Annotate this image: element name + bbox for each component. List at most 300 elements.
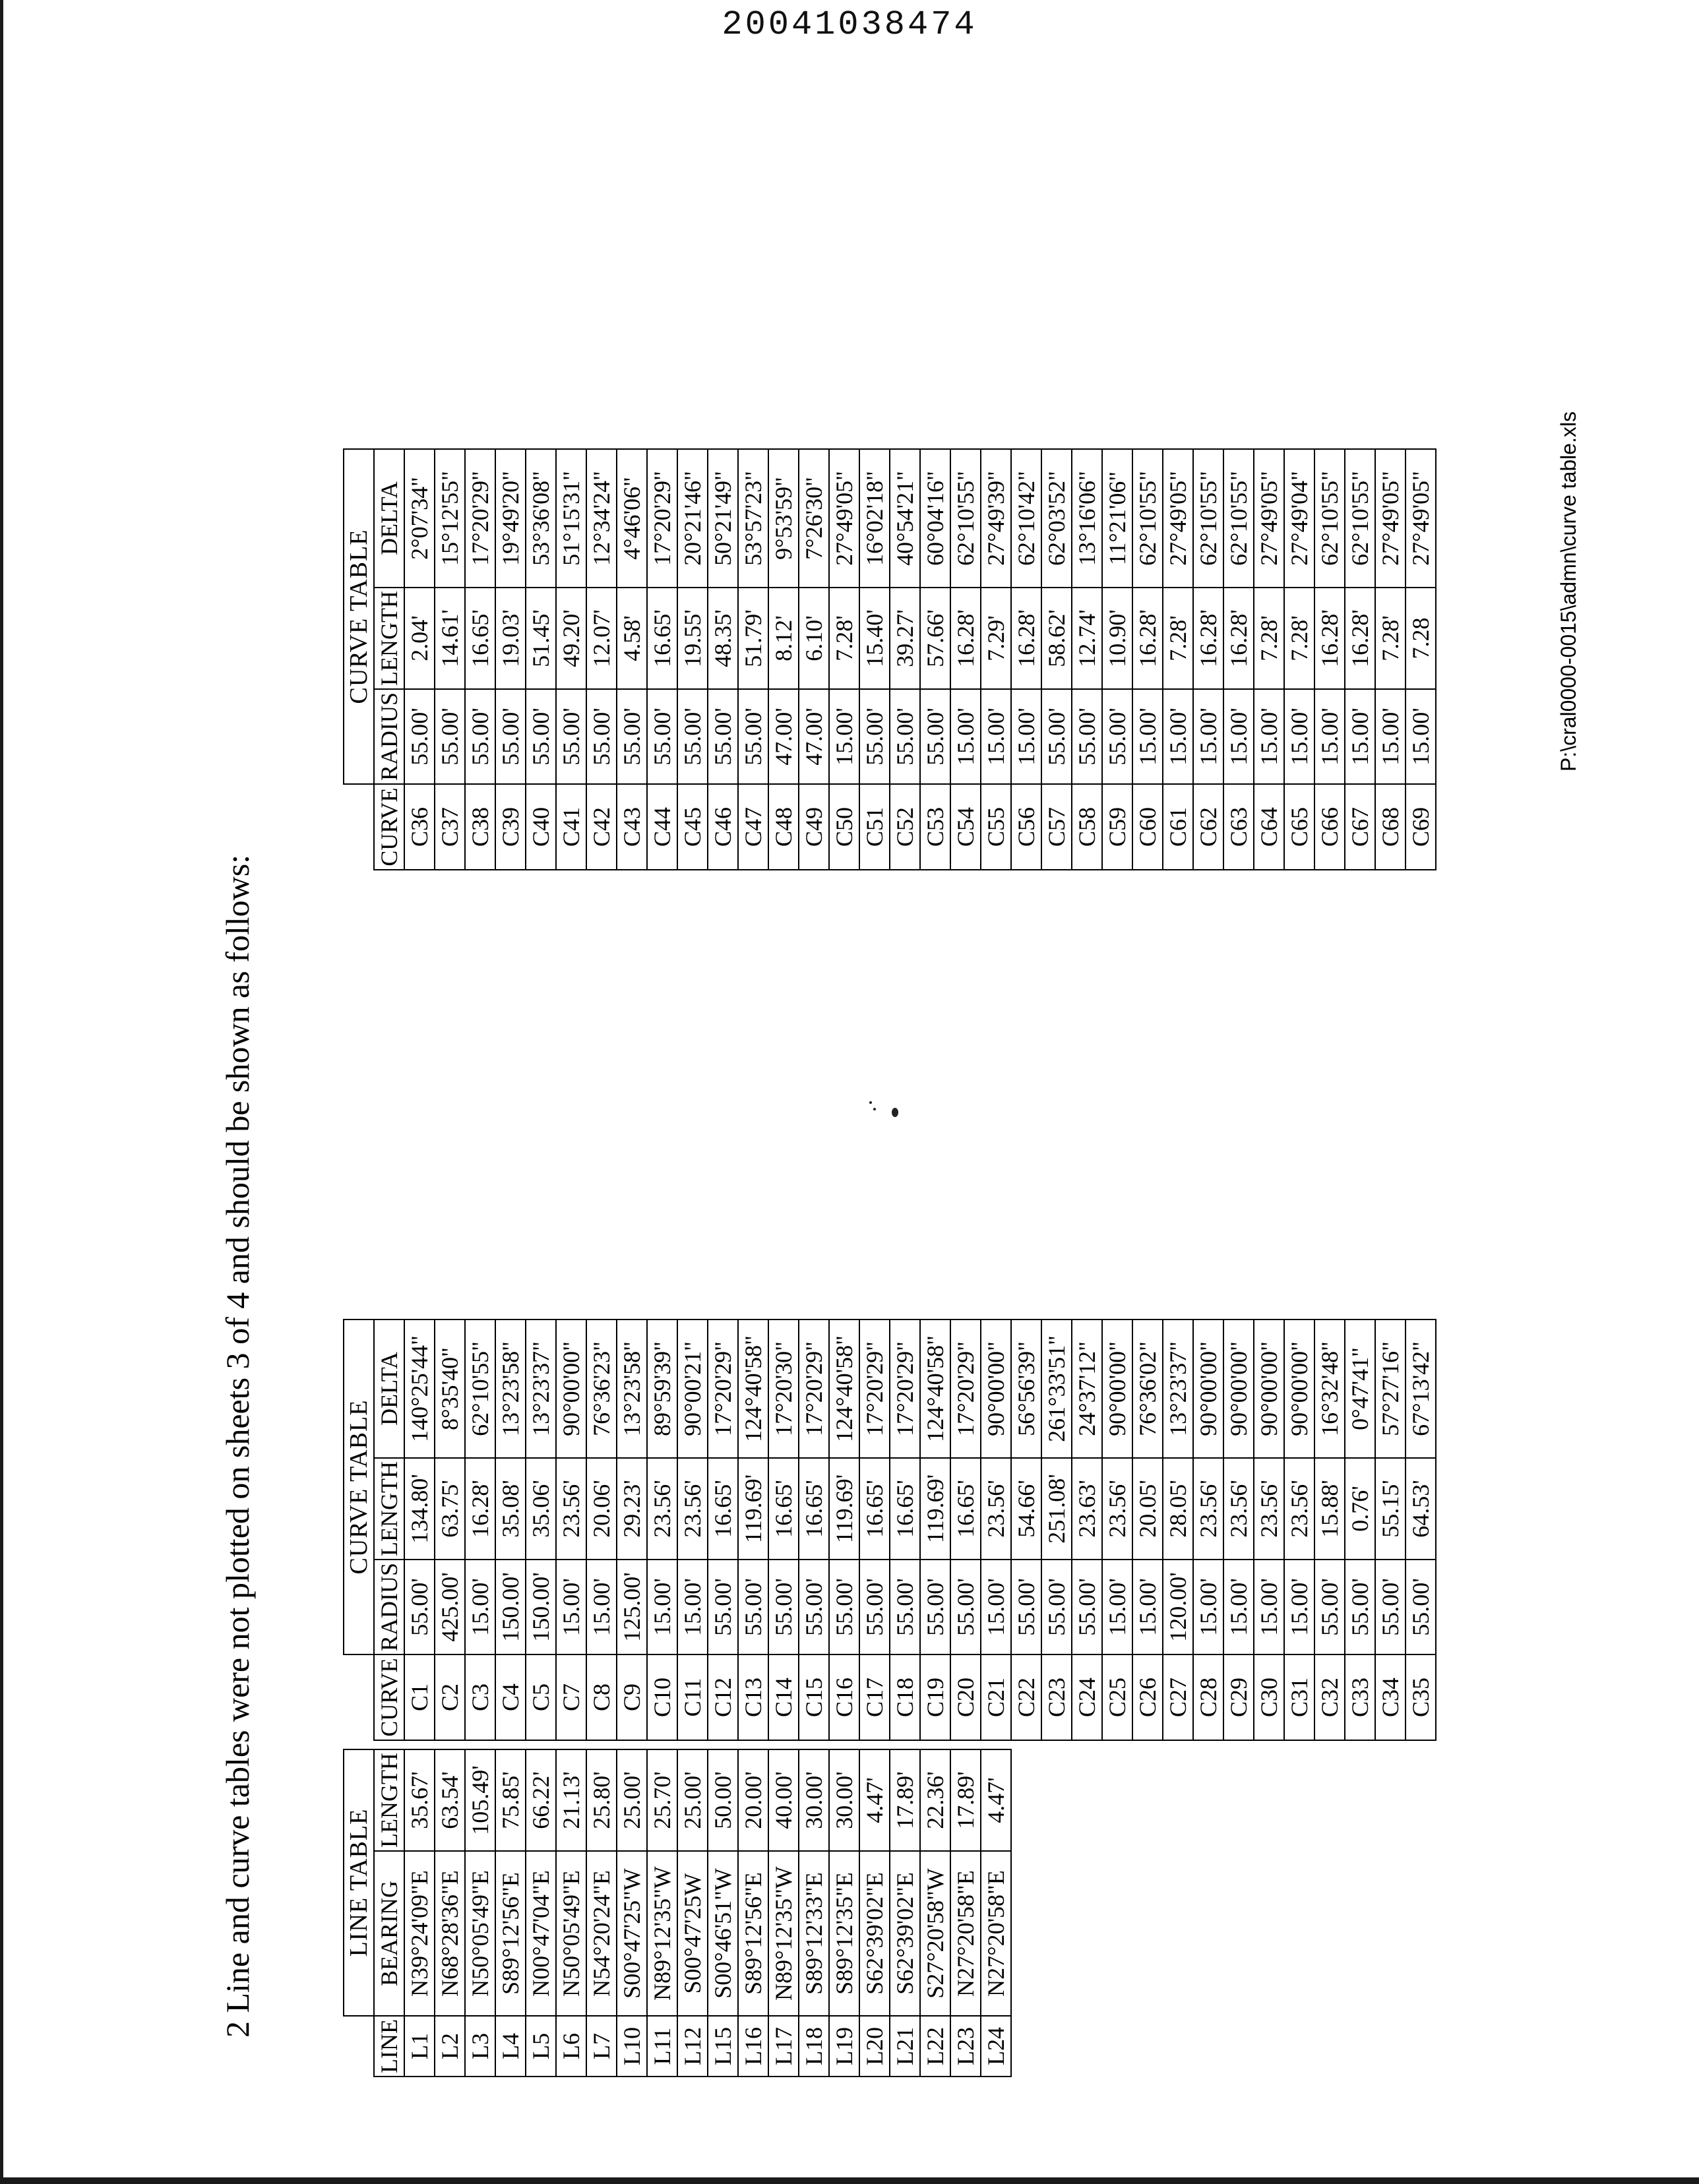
table-cell: 16.65' <box>647 588 677 689</box>
header-delta: DELTA <box>374 449 404 588</box>
table-cell: C4 <box>495 1654 526 1740</box>
table-row <box>799 1320 829 1740</box>
table-cell: S00°46'51"W <box>708 1851 738 2016</box>
table-cell: 24°37'12" <box>1072 1320 1102 1458</box>
table-cell: C29 <box>1223 1654 1254 1740</box>
table-row <box>890 1320 920 1740</box>
table-cell: 15.00' <box>829 689 859 784</box>
table-cell: C31 <box>1284 1654 1314 1740</box>
line-table-title-spacer <box>344 2016 374 2077</box>
table-cell: 23.56' <box>1254 1458 1284 1560</box>
table-cell: C10 <box>647 1654 677 1740</box>
table-cell: 16.28' <box>950 588 981 689</box>
table-cell: 58.62' <box>1041 588 1072 689</box>
table-cell: 16.28' <box>1314 588 1345 689</box>
table-cell: N00°47'04"E <box>526 1851 556 2016</box>
table-cell: 15.00' <box>1132 1560 1163 1654</box>
table-cell: S27°20'58"W <box>920 1851 950 2016</box>
table-cell: 7.28 <box>1406 588 1436 689</box>
table-row <box>404 1320 435 1740</box>
header-length: LENGTH <box>374 588 404 689</box>
line-table-header-row <box>374 1749 404 2077</box>
table-cell: C27 <box>1163 1654 1193 1740</box>
table-cell: 48.35' <box>708 588 738 689</box>
table-cell: C65 <box>1284 784 1314 870</box>
table-cell: 7°26'30" <box>799 449 829 588</box>
table-cell: 62°10'55" <box>1132 449 1163 588</box>
table-cell: 55.00' <box>768 1560 799 1654</box>
table-row <box>1102 449 1132 870</box>
header-length: LENGTH <box>374 1749 404 1851</box>
table-row <box>1254 449 1284 870</box>
table-cell: C44 <box>647 784 677 870</box>
table-row <box>677 1749 708 2077</box>
table-cell: 55.00' <box>404 689 435 784</box>
table-row <box>829 449 859 870</box>
table-cell: 15.00' <box>981 1560 1011 1654</box>
table-cell: 4°46'06" <box>617 449 647 588</box>
table-cell: 21.13' <box>556 1749 586 1851</box>
table-cell: C5 <box>526 1654 556 1740</box>
table-cell: 124°40'58" <box>829 1320 859 1458</box>
header-radius: RADIUS <box>374 1560 404 1654</box>
table-cell: N89°12'35"W <box>647 1851 677 2016</box>
table-cell: 39.27' <box>890 588 920 689</box>
table-cell: 2°07'34" <box>404 449 435 588</box>
table-cell: 17.89' <box>890 1749 920 1851</box>
table-cell: 55.00' <box>465 689 495 784</box>
table-row <box>435 1320 465 1740</box>
line-table <box>343 1749 1012 2077</box>
table-cell: L24 <box>981 2016 1011 2077</box>
table-cell: 56°56'39" <box>1011 1320 1041 1458</box>
table-row <box>617 1749 647 2077</box>
document-number: 20041038474 <box>722 5 977 44</box>
table-cell: 27°49'05" <box>829 449 859 588</box>
table-cell: L17 <box>768 2016 799 2077</box>
rotated-page-content <box>218 191 1699 2077</box>
scan-edge-left <box>0 0 3 2184</box>
table-cell: C23 <box>1041 1654 1072 1740</box>
table-row <box>1193 1320 1223 1740</box>
table-cell: 9°53'59" <box>768 449 799 588</box>
table-cell: 4.47' <box>859 1749 890 1851</box>
table-cell: 15.00' <box>1011 689 1041 784</box>
table-cell: 15°12'55" <box>435 449 465 588</box>
table-cell: 19°49'20" <box>495 449 526 588</box>
table-cell: 67°13'42" <box>1406 1320 1436 1458</box>
table-row <box>465 1320 495 1740</box>
table-cell: C42 <box>586 784 617 870</box>
table-row <box>465 449 495 870</box>
table-cell: 20°21'46" <box>677 449 708 588</box>
table-cell: 15.00' <box>1284 689 1314 784</box>
table-cell: 23.56' <box>1223 1458 1254 1560</box>
table-cell: C16 <box>829 1654 859 1740</box>
table-row <box>495 1320 526 1740</box>
table-cell: L16 <box>738 2016 768 2077</box>
table-cell: 27°49'05" <box>1406 449 1436 588</box>
table-cell: 119.69' <box>920 1458 950 1560</box>
table-cell: 17°20'29" <box>708 1320 738 1458</box>
table-cell: 27°49'39" <box>981 449 1011 588</box>
table-cell: 55.00' <box>1072 689 1102 784</box>
table-cell: C12 <box>708 1654 738 1740</box>
table-cell: S62°39'02"E <box>890 1851 920 2016</box>
table-cell: 47.00' <box>768 689 799 784</box>
table-cell: 35.06' <box>526 1458 556 1560</box>
table-cell: 16.65' <box>708 1458 738 1560</box>
table-cell: L11 <box>647 2016 677 2077</box>
table-row <box>829 1320 859 1740</box>
table-cell: 62°10'55" <box>1345 449 1375 588</box>
table-cell: 28.05' <box>1163 1458 1193 1560</box>
table-cell: 20.06' <box>586 1458 617 1560</box>
table-row <box>768 449 799 870</box>
table-cell: 17°20'29" <box>799 1320 829 1458</box>
table-row <box>435 449 465 870</box>
table-cell: 47.00' <box>799 689 829 784</box>
table-cell: 66.22' <box>526 1749 556 1851</box>
table-row <box>526 449 556 870</box>
table-row <box>890 1749 920 2077</box>
table-row <box>1375 1320 1406 1740</box>
table-row <box>556 1749 586 2077</box>
table-row <box>677 449 708 870</box>
table-cell: 62°10'55" <box>950 449 981 588</box>
table-row <box>1072 1320 1102 1740</box>
table-cell: C47 <box>738 784 768 870</box>
table-cell: C60 <box>1132 784 1163 870</box>
table-row <box>799 449 829 870</box>
table-row <box>950 1749 981 2077</box>
table-cell: 15.00' <box>1314 689 1345 784</box>
table-cell: C50 <box>829 784 859 870</box>
table-cell: 23.56' <box>677 1458 708 1560</box>
table-row <box>738 1320 768 1740</box>
table-cell: 55.00' <box>708 689 738 784</box>
table-cell: 7.28' <box>1163 588 1193 689</box>
table-row <box>738 1749 768 2077</box>
table-cell: 55.00' <box>859 1560 890 1654</box>
table-row <box>647 449 677 870</box>
table-cell: 15.40' <box>859 588 890 689</box>
table-cell: C22 <box>1011 1654 1041 1740</box>
table-cell: 62°10'55" <box>1314 449 1345 588</box>
table-cell: S62°39'02"E <box>859 1851 890 2016</box>
table-cell: 55.00' <box>920 1560 950 1654</box>
table-cell: C8 <box>586 1654 617 1740</box>
table-cell: 7.28' <box>1254 588 1284 689</box>
table-cell: 13°16'06" <box>1072 449 1102 588</box>
table-cell: 17°20'29" <box>890 1320 920 1458</box>
table-cell: C25 <box>1102 1654 1132 1740</box>
table-row <box>708 1320 738 1740</box>
table-row <box>586 449 617 870</box>
table-cell: L21 <box>890 2016 920 2077</box>
table-row <box>586 1749 617 2077</box>
table-row <box>617 1320 647 1740</box>
table-row <box>708 449 738 870</box>
table-cell: 89°59'39" <box>647 1320 677 1458</box>
table-row <box>556 449 586 870</box>
table-row <box>859 1749 890 2077</box>
table-cell: 40°54'21" <box>890 449 920 588</box>
table-cell: N50°05'49"E <box>556 1851 586 2016</box>
table-cell: 30.00' <box>829 1749 859 1851</box>
table-cell: 16.65' <box>890 1458 920 1560</box>
table-cell: L23 <box>950 2016 981 2077</box>
table-cell: 17.89' <box>950 1749 981 1851</box>
table-cell: 64.53' <box>1406 1458 1436 1560</box>
table-cell: 16.65' <box>950 1458 981 1560</box>
table-row <box>1345 449 1375 870</box>
table-cell: 15.00' <box>586 1560 617 1654</box>
table-cell: L4 <box>495 2016 526 2077</box>
table-cell: 8°35'40" <box>435 1320 465 1458</box>
table-cell: 51.79' <box>738 588 768 689</box>
curve-table-2-title: CURVE TABLE <box>344 449 374 784</box>
table-cell: 16.28' <box>1132 588 1163 689</box>
table-cell: 62°03'52" <box>1041 449 1072 588</box>
table-cell: 62°10'55" <box>465 1320 495 1458</box>
table-cell: C21 <box>981 1654 1011 1740</box>
table-cell: C61 <box>1163 784 1193 870</box>
table-cell: 16.65' <box>859 1458 890 1560</box>
table-cell: 12.74' <box>1072 588 1102 689</box>
table-row <box>495 1749 526 2077</box>
table-cell: 13°23'58" <box>495 1320 526 1458</box>
table-cell: L1 <box>404 2016 435 2077</box>
scan-edge-bottom <box>0 2177 1699 2184</box>
table-cell: S89°12'56"E <box>495 1851 526 2016</box>
table-cell: C7 <box>556 1654 586 1740</box>
table-cell: C68 <box>1375 784 1406 870</box>
table-cell: C1 <box>404 1654 435 1740</box>
table-cell: 15.00' <box>1223 689 1254 784</box>
table-row <box>1163 1320 1193 1740</box>
table-cell: 7.28' <box>829 588 859 689</box>
header-curve: CURVE <box>374 784 404 870</box>
table-cell: 15.00' <box>1254 1560 1284 1654</box>
table-row <box>1375 449 1406 870</box>
table-row <box>1284 1320 1314 1740</box>
table-cell: C69 <box>1406 784 1436 870</box>
table-cell: 15.00' <box>1345 689 1375 784</box>
table-row <box>768 1749 799 2077</box>
table-cell: C33 <box>1345 1654 1375 1740</box>
table-cell: 15.00' <box>465 1560 495 1654</box>
table-row <box>859 449 890 870</box>
table-cell: C28 <box>1193 1654 1223 1740</box>
table-cell: 55.00' <box>404 1560 435 1654</box>
table-cell: C63 <box>1223 784 1254 870</box>
table-row <box>981 449 1011 870</box>
table-cell: C35 <box>1406 1654 1436 1740</box>
header-length: LENGTH <box>374 1458 404 1560</box>
header-radius: RADIUS <box>374 689 404 784</box>
table-row <box>859 1320 890 1740</box>
table-cell: N39°24'09"E <box>404 1851 435 2016</box>
table-cell: 90°00'00" <box>1223 1320 1254 1458</box>
table-cell: 125.00' <box>617 1560 647 1654</box>
table-cell: C48 <box>768 784 799 870</box>
table-cell: N54°20'24"E <box>586 1851 617 2016</box>
table-cell: 15.00' <box>1284 1560 1314 1654</box>
table-row <box>526 1749 556 2077</box>
table-cell: 55.00' <box>495 689 526 784</box>
table-cell: 51°15'31" <box>556 449 586 588</box>
table-cell: C15 <box>799 1654 829 1740</box>
table-row <box>556 1320 586 1740</box>
table-cell: 15.00' <box>981 689 1011 784</box>
table-cell: 134.80' <box>404 1458 435 1560</box>
table-cell: 16.28' <box>1223 588 1254 689</box>
table-cell: C46 <box>708 784 738 870</box>
table-cell: N27°20'58"E <box>981 1851 1011 2016</box>
file-path: P:\cral0000-0015\admn\curve table.xls <box>1557 411 1580 772</box>
table-row <box>404 1749 435 2077</box>
table-cell: 55.00' <box>890 689 920 784</box>
table-cell: 16°02'18" <box>859 449 890 588</box>
table-row <box>435 1749 465 2077</box>
table-cell: 55.00' <box>1011 1560 1041 1654</box>
table-cell: C38 <box>465 784 495 870</box>
table-row <box>920 1320 950 1740</box>
table-cell: C62 <box>1193 784 1223 870</box>
table-cell: 90°00'00" <box>981 1320 1011 1458</box>
table-row <box>920 1749 950 2077</box>
table-cell: 15.00' <box>556 1560 586 1654</box>
table-cell: 51.45' <box>526 588 556 689</box>
table-cell: C20 <box>950 1654 981 1740</box>
table-row <box>708 1749 738 2077</box>
table-cell: L22 <box>920 2016 950 2077</box>
table-cell: 16.65' <box>768 1458 799 1560</box>
table-cell: C18 <box>890 1654 920 1740</box>
table-cell: C2 <box>435 1654 465 1740</box>
table-cell: L19 <box>829 2016 859 2077</box>
curve-table-2-header-row <box>374 449 404 870</box>
table-cell: L12 <box>677 2016 708 2077</box>
table-cell: 20.00' <box>738 1749 768 1851</box>
table-cell: C52 <box>890 784 920 870</box>
curve-table-1 <box>343 1319 1436 1741</box>
table-row <box>981 1320 1011 1740</box>
table-row <box>1041 449 1072 870</box>
table-cell: 17°20'29" <box>950 1320 981 1458</box>
table-cell: S00°47'25"W <box>617 1851 647 2016</box>
table-cell: 55.00' <box>1102 689 1132 784</box>
table-row <box>1223 1320 1254 1740</box>
scan-speck <box>873 1108 876 1110</box>
table-cell: 15.00' <box>1223 1560 1254 1654</box>
table-cell: 55.00' <box>920 689 950 784</box>
curve-table-2-title-spacer <box>344 784 374 870</box>
table-row <box>1314 1320 1345 1740</box>
table-cell: C19 <box>920 1654 950 1740</box>
table-row <box>1406 449 1436 870</box>
table-cell: 55.00' <box>677 689 708 784</box>
table-row <box>1406 1320 1436 1740</box>
table-cell: 35.08' <box>495 1458 526 1560</box>
table-cell: 251.08' <box>1041 1458 1072 1560</box>
table-cell: 55.00' <box>617 689 647 784</box>
table-cell: 40.00' <box>768 1749 799 1851</box>
table-row <box>920 449 950 870</box>
table-cell: 16.28' <box>1193 588 1223 689</box>
table-cell: 17°20'29" <box>465 449 495 588</box>
table-cell: C54 <box>950 784 981 870</box>
table-cell: 2.04' <box>404 588 435 689</box>
table-cell: C11 <box>677 1654 708 1740</box>
table-cell: 120.00' <box>1163 1560 1193 1654</box>
table-row <box>1254 1320 1284 1740</box>
table-cell: 55.00' <box>738 689 768 784</box>
table-cell: 55.00' <box>1314 1560 1345 1654</box>
header-bearing: BEARING <box>374 1851 404 2016</box>
table-row <box>950 1320 981 1740</box>
table-cell: 55.00' <box>647 689 677 784</box>
table-cell: 119.69' <box>738 1458 768 1560</box>
table-cell: 55.00' <box>435 689 465 784</box>
table-row <box>799 1749 829 2077</box>
table-cell: 90°00'00" <box>1102 1320 1132 1458</box>
table-cell: C59 <box>1102 784 1132 870</box>
table-cell: 16.28' <box>1345 588 1375 689</box>
table-cell: 19.03' <box>495 588 526 689</box>
table-cell: 15.00' <box>1102 1560 1132 1654</box>
table-cell: 50°21'49" <box>708 449 738 588</box>
scan-speck <box>892 1108 898 1117</box>
table-row <box>1284 449 1314 870</box>
table-cell: 76°36'02" <box>1132 1320 1163 1458</box>
table-cell: L20 <box>859 2016 890 2077</box>
table-cell: 62°10'42" <box>1011 449 1041 588</box>
table-cell: S00°47'25W <box>677 1851 708 2016</box>
table-row <box>495 449 526 870</box>
table-cell: 22.36' <box>920 1749 950 1851</box>
table-cell: 7.28' <box>1375 588 1406 689</box>
table-cell: 4.47' <box>981 1749 1011 1851</box>
table-cell: 55.00' <box>799 1560 829 1654</box>
table-cell: 140°25'44" <box>404 1320 435 1458</box>
table-cell: 12°34'24" <box>586 449 617 588</box>
table-cell: 105.49' <box>465 1749 495 1851</box>
table-row <box>617 449 647 870</box>
table-cell: 25.80' <box>586 1749 617 1851</box>
table-row <box>1223 449 1254 870</box>
table-cell: 17°20'30" <box>768 1320 799 1458</box>
table-row <box>1011 449 1041 870</box>
table-cell: 55.00' <box>1041 1560 1072 1654</box>
table-cell: C17 <box>859 1654 890 1740</box>
table-cell: 57.66' <box>920 588 950 689</box>
table-cell: C45 <box>677 784 708 870</box>
table-cell: C24 <box>1072 1654 1102 1740</box>
table-cell: 55.00' <box>890 1560 920 1654</box>
table-row <box>1132 1320 1163 1740</box>
table-cell: 55.00' <box>526 689 556 784</box>
table-row <box>647 1320 677 1740</box>
line-table-title: LINE TABLE <box>344 1749 374 2016</box>
table-cell: L6 <box>556 2016 586 2077</box>
table-row <box>1314 449 1345 870</box>
table-cell: 15.88' <box>1314 1458 1345 1560</box>
table-cell: 13°23'37" <box>1163 1320 1193 1458</box>
table-cell: 15.00' <box>1193 689 1223 784</box>
table-cell: C40 <box>526 784 556 870</box>
